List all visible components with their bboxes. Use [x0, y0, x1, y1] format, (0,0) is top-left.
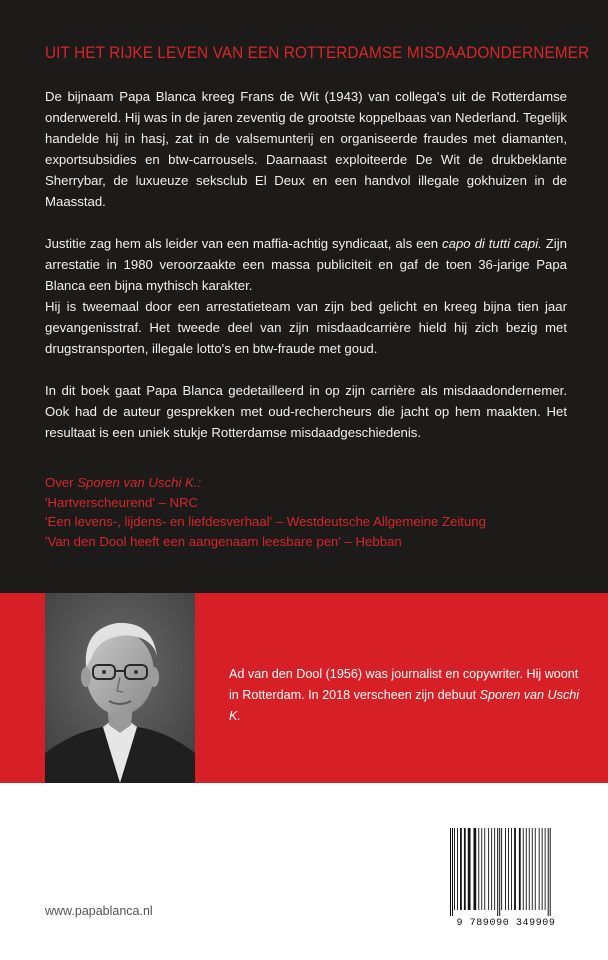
barcode-bar — [532, 828, 533, 910]
barcode-bar — [539, 828, 540, 910]
barcode-bar — [505, 828, 506, 910]
isbn-number: 9 789090 349909 — [456, 918, 556, 929]
barcode-bar — [499, 828, 500, 916]
quotes-intro-text: Over — [45, 475, 78, 490]
quote-2: 'Een levens-, lijdens- en liefdesverhaal' – Westdeutsche Allgemeine Zeitung — [45, 514, 486, 529]
quote-1: 'Hartverscheurend' – NRC — [45, 494, 199, 510]
quote-3: 'Van den Dool heeft een aangenaam leesbare pen' – Hebban — [45, 533, 402, 549]
paragraph-4: In dit boek gaat Papa Blanca gedetailleerd in op zijn carrière als misdaadondernemer. Ook had de auteur gesprekken met oud-rechercheurs die jacht op hem maakten. Het resultaat is een uniek stukje Rotterdamse misdaadgeschiedenis. — [45, 383, 567, 440]
author-bio — [229, 664, 589, 727]
quotes-intro — [45, 473, 585, 493]
paragraph-3: Hij is tweemaal door een arrestatieteam van zijn bed gelicht en kreeg bijna tien jaar gevangenisstraf. Het tweede deel van zijn misdaadcarrière hield hij zich bezig met drugstransporten, illegale lotto's en btw-fraude met goud. — [45, 299, 567, 356]
paragraph-2-italic: capo di tutti capi. — [442, 236, 542, 251]
barcode-bars — [446, 826, 566, 918]
barcode-bar — [464, 828, 466, 910]
barcode-bar — [548, 828, 549, 916]
barcode-bar — [457, 828, 458, 910]
barcode-bar — [542, 828, 543, 910]
barcode-bar — [514, 828, 516, 910]
barcode-bar — [468, 828, 471, 910]
barcode-bar — [497, 828, 498, 916]
headline: UIT HET RIJKE LEVEN VAN EEN ROTTERDAMSE MISDAADONDERNEMER — [45, 44, 590, 62]
barcode-bar — [481, 828, 482, 910]
isbn-barcode — [446, 826, 566, 932]
barcode-bar — [535, 828, 536, 910]
barcode-bar — [488, 828, 489, 910]
barcode-bar — [550, 828, 551, 916]
barcode-bar — [545, 828, 546, 910]
blurb-text — [45, 86, 567, 464]
quotes-intro-title: Sporen van Uschi K.: — [77, 475, 202, 490]
paragraph-2-start: Justitie zag hem als leider van een maffia-achtig syndicaat, als een — [45, 236, 443, 251]
website-url: www.papablanca.nl — [45, 904, 153, 918]
paragraph-2-end: Zijn arrestatie in 1980 veroorzaakte een massa publiciteit en gaf de toen 36-jarige Papa Blanca een bijna mythisch karakter. — [45, 236, 567, 293]
barcode-bar — [478, 828, 479, 910]
barcode-bar — [452, 828, 453, 916]
paragraph-1: De bijnaam Papa Blanca kreeg Frans de Wit (1943) van collega's uit de Rotterdamse onderwereld. Hij was in de jaren zeventig de grootste koppelbaas van Nederland. Tegelijk handelde hij in hasj, zat in de valsemunterij en organiseerde fraudes met diamanten, exportsubsidies en btw-carrousels. Daarnaast exploiteerde De Wit de drukbeklante Sherrybar, de luxueuze seksclub El Deux en een handvol illegale gokhuizen in de Maasstad. — [45, 89, 567, 209]
barcode-bar — [484, 828, 485, 910]
barcode-bar — [529, 828, 530, 910]
barcode-bar — [523, 828, 524, 910]
barcode-bar — [526, 828, 527, 910]
barcode-bar — [474, 828, 477, 910]
barcode-bar — [450, 828, 451, 916]
review-quotes — [45, 473, 585, 551]
author-portrait-image — [45, 593, 195, 783]
barcode-bar — [508, 828, 509, 910]
author-photo — [45, 593, 195, 783]
barcode-bar — [519, 828, 521, 910]
paragraph-2 — [45, 233, 567, 296]
barcode-bar — [491, 828, 492, 910]
barcode-bar — [511, 828, 512, 910]
author-bio-title: Sporen van Uschi K. — [229, 688, 580, 723]
barcode-bar — [454, 828, 455, 910]
barcode-bar — [501, 828, 502, 910]
author-bio-text: Ad van den Dool (1956) was journalist en copywriter. Hij woont in Rotterdam. In 2018 verscheen zijn debuut — [229, 667, 579, 702]
barcode-bar — [460, 828, 462, 910]
barcode-bar — [494, 828, 495, 910]
